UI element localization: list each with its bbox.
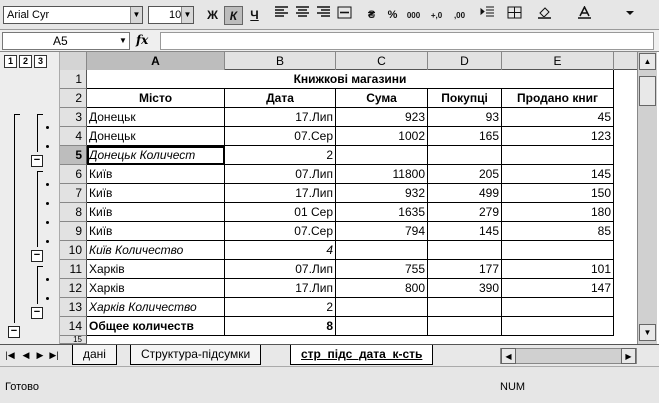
books-sold-cell[interactable]: 150 <box>502 184 614 203</box>
header-cell[interactable]: Дата <box>225 89 336 108</box>
thousands-button[interactable]: 000 <box>406 11 421 20</box>
next-sheet-icon[interactable]: ▶ <box>36 350 44 360</box>
column-header-d[interactable]: D <box>428 52 502 70</box>
subtotal-count-cell[interactable]: 2 <box>225 146 336 165</box>
date-cell[interactable]: 07.Сер <box>225 222 336 241</box>
vertical-scrollbar[interactable] <box>637 52 657 344</box>
last-sheet-icon[interactable]: ▶| <box>49 350 59 360</box>
collapse-group-button[interactable]: − <box>31 307 43 319</box>
buyers-cell[interactable]: 499 <box>428 184 502 203</box>
books-sold-cell[interactable] <box>502 298 614 317</box>
chevron-down-icon[interactable]: ▼ <box>181 7 193 23</box>
increase-decimal-button[interactable]: +,0 <box>430 11 443 20</box>
align-right-icon[interactable] <box>314 6 333 25</box>
date-cell[interactable]: 17.Лип <box>225 108 336 127</box>
books-sold-cell[interactable]: 45 <box>502 108 614 127</box>
subtotal-count-cell[interactable]: 4 <box>225 241 336 260</box>
outline-dot <box>46 240 49 243</box>
sum-cell[interactable]: 800 <box>336 279 428 298</box>
row-header[interactable]: 9 <box>60 222 87 241</box>
italic-button[interactable]: К <box>224 6 243 25</box>
books-sold-cell[interactable]: 101 <box>502 260 614 279</box>
date-cell[interactable]: 07.Лип <box>225 165 336 184</box>
status-ready: Готово <box>5 381 39 393</box>
outline-bracket <box>14 114 20 115</box>
buyers-cell[interactable] <box>428 146 502 165</box>
sheet-tab[interactable]: Структура-підсумки <box>130 345 261 365</box>
books-sold-cell[interactable] <box>502 317 614 336</box>
outline-dot <box>46 278 49 281</box>
underline-button[interactable]: Ч <box>250 8 259 22</box>
books-sold-cell[interactable]: 180 <box>502 203 614 222</box>
outline-bracket <box>37 114 43 115</box>
row-header[interactable]: 10 <box>60 241 87 260</box>
buyers-cell[interactable] <box>428 317 502 336</box>
date-cell[interactable]: 07.Сер <box>225 127 336 146</box>
column-headers <box>60 52 637 70</box>
sum-cell[interactable]: 932 <box>336 184 428 203</box>
outline-dot <box>46 183 49 186</box>
buyers-cell[interactable]: 177 <box>428 260 502 279</box>
buyers-cell[interactable]: 279 <box>428 203 502 222</box>
chevron-down-icon[interactable]: ▼ <box>119 36 127 45</box>
row-header[interactable]: 11 <box>60 260 87 279</box>
indent-icon[interactable] <box>478 6 497 25</box>
status-num-lock: NUM <box>500 381 526 393</box>
toolbar-options-icon[interactable] <box>620 6 639 25</box>
scroll-down-icon[interactable]: ▼ <box>639 324 656 341</box>
select-all-corner[interactable] <box>60 52 87 70</box>
sum-cell[interactable]: 11800 <box>336 165 428 184</box>
name-box-value: A5 <box>53 34 68 48</box>
sum-cell[interactable]: 1002 <box>336 127 428 146</box>
column-header-a[interactable]: A <box>87 52 225 70</box>
header-cell[interactable]: Сума <box>336 89 428 108</box>
subtotal-count-cell[interactable]: 2 <box>225 298 336 317</box>
outline-dot <box>46 202 49 205</box>
buyers-cell[interactable]: 205 <box>428 165 502 184</box>
outline-dot <box>46 221 49 224</box>
align-left-icon[interactable] <box>272 6 291 25</box>
sum-cell[interactable] <box>336 317 428 336</box>
date-cell[interactable]: 17.Лип <box>225 184 336 203</box>
city-cell[interactable]: Харків <box>87 260 225 279</box>
sheet-tab-bar <box>0 344 659 366</box>
row-header[interactable]: 13 <box>60 298 87 317</box>
sum-cell[interactable]: 755 <box>336 260 428 279</box>
font-name-combo[interactable] <box>3 6 143 24</box>
subtotal-label-cell[interactable]: Київ Количество <box>87 241 225 260</box>
books-sold-cell[interactable]: 85 <box>502 222 614 241</box>
row-header[interactable]: 14 <box>60 317 87 336</box>
city-cell[interactable]: Донецьк <box>87 108 225 127</box>
column-header-b[interactable]: B <box>225 52 336 70</box>
fx-icon[interactable]: fx <box>136 33 149 47</box>
buyers-cell[interactable]: 390 <box>428 279 502 298</box>
align-center-icon[interactable] <box>293 6 312 25</box>
formatting-toolbar <box>0 0 659 30</box>
font-size-combo[interactable] <box>148 6 194 24</box>
scroll-left-icon[interactable]: ◀ <box>501 348 516 364</box>
buyers-cell[interactable]: 93 <box>428 108 502 127</box>
font-size-value: 10 <box>169 9 182 21</box>
font-color-icon[interactable] <box>575 6 594 25</box>
row-header[interactable]: 8 <box>60 203 87 222</box>
decrease-decimal-button[interactable]: ,00 <box>453 11 466 20</box>
horizontal-scrollbar[interactable] <box>500 348 637 364</box>
merge-center-icon[interactable] <box>335 6 354 25</box>
row-header[interactable]: 6 <box>60 165 87 184</box>
header-cell[interactable]: Покупці <box>428 89 502 108</box>
row-header[interactable]: 1 <box>60 70 87 89</box>
sum-cell[interactable]: 794 <box>336 222 428 241</box>
scroll-thumb[interactable] <box>639 76 656 106</box>
books-sold-cell[interactable]: 147 <box>502 279 614 298</box>
header-cell[interactable]: Продано книг <box>502 89 614 108</box>
status-bar <box>0 366 659 403</box>
outline-bracket <box>14 114 15 323</box>
row-header[interactable]: 5 <box>60 146 87 165</box>
scroll-right-icon[interactable]: ▶ <box>621 348 636 364</box>
collapse-group-button[interactable]: − <box>31 250 43 262</box>
bold-button[interactable]: Ж <box>207 8 218 22</box>
outline-bracket <box>37 171 38 247</box>
city-cell[interactable]: Київ <box>87 203 225 222</box>
books-sold-cell[interactable] <box>502 146 614 165</box>
grand-total-label-cell[interactable]: Общее количеств <box>87 317 225 336</box>
column-header-c[interactable]: C <box>336 52 428 70</box>
row-header[interactable]: 3 <box>60 108 87 127</box>
buyers-cell[interactable]: 145 <box>428 222 502 241</box>
outline-level-2-button[interactable]: 2 <box>19 55 32 68</box>
subtotal-label-cell[interactable]: Донецьк Количест <box>87 146 225 165</box>
city-cell[interactable]: Харків <box>87 279 225 298</box>
collapse-group-button[interactable]: − <box>31 155 43 167</box>
outline-dot <box>46 145 49 148</box>
buyers-cell[interactable] <box>428 298 502 317</box>
header-cell[interactable]: Місто <box>87 89 225 108</box>
outline-bracket <box>37 114 38 152</box>
outline-level-1-button[interactable]: 1 <box>4 55 17 68</box>
currency-button[interactable]: ₴ <box>367 9 376 21</box>
outline-bracket <box>37 171 43 172</box>
subtotal-label-cell[interactable]: Харків Количество <box>87 298 225 317</box>
prev-sheet-icon[interactable]: ◀ <box>22 350 30 360</box>
city-cell[interactable]: Київ <box>87 165 225 184</box>
grand-total-count-cell[interactable]: 8 <box>225 317 336 336</box>
books-sold-cell[interactable]: 123 <box>502 127 614 146</box>
collapse-group-button[interactable]: − <box>8 326 20 338</box>
city-cell[interactable]: Донецьк <box>87 127 225 146</box>
outline-pane <box>0 52 60 344</box>
row-header[interactable]: 15 <box>60 336 87 344</box>
formula-bar <box>0 30 659 52</box>
formula-input[interactable] <box>160 32 654 50</box>
buyers-cell[interactable] <box>428 241 502 260</box>
date-cell[interactable]: 01 Сер <box>225 203 336 222</box>
outline-dot <box>46 297 49 300</box>
date-cell[interactable]: 07.Лип <box>225 260 336 279</box>
outline-bracket <box>37 266 43 267</box>
row-header[interactable]: 4 <box>60 127 87 146</box>
city-cell[interactable]: Київ <box>87 222 225 241</box>
column-header-e[interactable]: E <box>502 52 614 70</box>
date-cell[interactable]: 17.Лип <box>225 279 336 298</box>
sum-cell[interactable]: 1635 <box>336 203 428 222</box>
city-cell[interactable]: Київ <box>87 184 225 203</box>
sum-cell[interactable]: 923 <box>336 108 428 127</box>
fill-color-icon[interactable] <box>535 6 554 25</box>
outline-dot <box>46 126 49 129</box>
sum-cell[interactable] <box>336 146 428 165</box>
sum-cell[interactable] <box>336 298 428 317</box>
buyers-cell[interactable]: 165 <box>428 127 502 146</box>
sheet-title[interactable]: Книжкові магазини <box>87 70 614 89</box>
first-sheet-icon[interactable]: |◀ <box>5 350 15 360</box>
row-header[interactable]: 12 <box>60 279 87 298</box>
books-sold-cell[interactable] <box>502 241 614 260</box>
outline-bracket <box>37 266 38 304</box>
borders-icon[interactable] <box>505 6 524 25</box>
chevron-down-icon[interactable]: ▼ <box>130 7 142 23</box>
font-name-value: Arial Cyr <box>7 9 50 21</box>
name-box[interactable] <box>2 32 130 50</box>
sheet-tab-active[interactable]: стр_підс_дата_к-сть <box>290 345 433 365</box>
sum-cell[interactable] <box>336 241 428 260</box>
books-sold-cell[interactable]: 145 <box>502 165 614 184</box>
row-header[interactable]: 2 <box>60 89 87 108</box>
row-header[interactable]: 7 <box>60 184 87 203</box>
percent-button[interactable]: % <box>387 9 398 21</box>
scroll-up-icon[interactable]: ▲ <box>639 53 656 70</box>
outline-level-3-button[interactable]: 3 <box>34 55 47 68</box>
sheet-tab[interactable]: дані <box>72 345 117 365</box>
